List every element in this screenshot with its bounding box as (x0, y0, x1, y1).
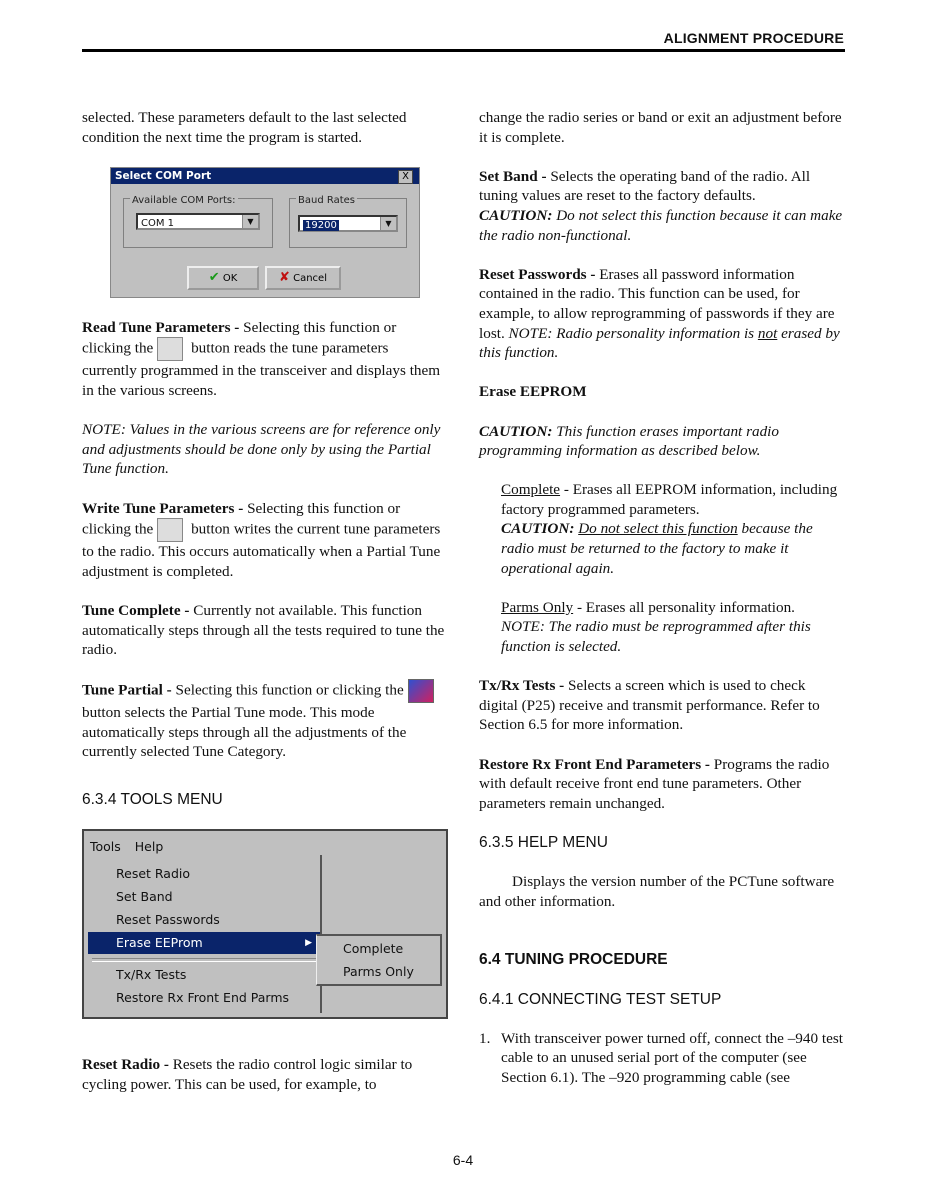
read-tune-text-a: Selecting this function or clicking the (82, 318, 397, 357)
menu-item-reset-radio[interactable]: Reset Radio (116, 866, 191, 882)
complete-caution-underlined: Do not select this function (578, 520, 738, 538)
header-title: ALIGNMENT PROCEDURE (663, 30, 844, 46)
baud-rates-group (289, 194, 407, 248)
menu-item-set-band[interactable]: Set Band (116, 889, 173, 905)
chevron-down-icon[interactable]: ▼ (242, 215, 258, 228)
step-number: 1. (479, 1029, 491, 1047)
right-column (479, 108, 845, 1088)
checkmark-icon: ✔ (208, 269, 220, 285)
paragraph: selected. These parameters default to the last selected condition the next time the program is started. (82, 109, 407, 146)
complete-caution-text: because the radio must be returned to the factory to make it operational again. (501, 520, 813, 577)
close-icon[interactable]: X (398, 170, 413, 184)
baud-rate-value: 19200 (305, 219, 337, 231)
reset-passwords-paragraph (479, 265, 845, 363)
read-tune-title: Read Tune Parameters - (82, 318, 240, 336)
tune-partial-text-a: Selecting this function or clicking the (171, 681, 404, 699)
reset-passwords-note-b: erased by this function. (479, 324, 840, 362)
menu-tools[interactable]: Tools (90, 839, 121, 855)
tools-menu-heading: 6.3.4 TOOLS MENU (82, 791, 223, 809)
txrx-paragraph (479, 676, 845, 735)
tune-complete-title: Tune Complete - (82, 601, 190, 619)
paragraph: change the radio series or band or exit an adjustment before it is complete. (479, 109, 842, 146)
caution-label: CAUTION: (479, 206, 553, 224)
read-tune-text-b: button reads the tune parameters currently programmed in the transceiver and displays them in the various screens. (82, 339, 441, 399)
help-paragraph: Displays the version number of the PCTune software and other information. (479, 873, 835, 910)
tools-dropdown (88, 855, 322, 1013)
tune-partial-text-b: button selects the Partial Tune mode. This mode automatically steps through all the adjustments of the currently selected Tune Category. (82, 704, 407, 761)
step-1 (479, 1029, 845, 1088)
tuning-procedure-heading: 6.4 TUNING PROCEDURE (479, 951, 668, 969)
menu-item-txrx-tests[interactable]: Tx/Rx Tests (116, 967, 187, 983)
com-port-select[interactable] (136, 213, 260, 230)
menu-item-erase-eeprom[interactable] (88, 932, 320, 954)
menu-item-restore-rx[interactable]: Restore Rx Front End Parms (116, 990, 290, 1006)
cancel-button[interactable] (265, 266, 341, 290)
help-menu-heading: 6.3.5 HELP MENU (479, 833, 608, 851)
submenu-item-parms-only[interactable]: Parms Only (343, 964, 414, 980)
reset-passwords-title: Reset Passwords - (479, 265, 596, 283)
parms-only-paragraph (501, 598, 845, 657)
parms-only-label: Parms Only (501, 598, 574, 616)
reset-passwords-text: Erases all password information contained in the radio. This function can be used, for example, to allow reprogramming of passwords if they are lost. (479, 265, 835, 342)
complete-paragraph (501, 480, 845, 578)
parms-only-text: - Erases all personality information. (573, 598, 795, 616)
tune-partial-title: Tune Partial - (82, 681, 172, 699)
menu-bar (90, 837, 173, 857)
txrx-title: Tx/Rx Tests - (479, 677, 565, 695)
select-com-port-dialog (110, 167, 420, 298)
erase-submenu (316, 934, 442, 986)
restore-title: Restore Rx Front End Parameters - (479, 755, 710, 773)
write-tune-title: Write Tune Parameters - (82, 499, 244, 517)
erase-eeprom-label: Erase EEProm (116, 935, 203, 951)
erase-caution-paragraph (479, 422, 845, 461)
connecting-setup-heading: 6.4.1 CONNECTING TEST SETUP (479, 990, 722, 1008)
tune-complete-text: Currently not available. This function automatically steps through all the tests required to tune the radio. (82, 601, 445, 659)
write-tune-paragraph (82, 499, 445, 582)
tune-partial-icon (408, 679, 434, 703)
com-port-value: COM 1 (141, 217, 175, 229)
reset-radio-title: Reset Radio - (82, 1056, 169, 1074)
chevron-down-icon[interactable]: ▼ (380, 217, 396, 230)
page-number: 6-4 (452, 1152, 474, 1168)
txrx-text: Selects a screen which is used to check digital (P25) receive and transmit performance. Refer to Section 6.5 for more information. (479, 677, 820, 734)
left-column (82, 108, 445, 1114)
header-rule (82, 49, 845, 52)
ok-label: OK (222, 272, 238, 284)
complete-text: - Erases all EEPROM information, including factory programmed parameters. (501, 481, 838, 518)
cancel-label: Cancel (293, 272, 327, 284)
baud-rates-label: Baud Rates (296, 191, 357, 211)
com-ports-label: Available COM Ports: (130, 191, 238, 211)
set-band-paragraph (479, 167, 845, 245)
note-paragraph: NOTE: Values in the various screens are for reference only and adjustments should be done only by using the Partial Tune function. (82, 421, 441, 478)
erase-eeprom-heading: Erase EEPROM (479, 383, 587, 401)
write-tune-text-a: Selecting this function or clicking the (82, 499, 401, 538)
menu-separator (92, 958, 316, 962)
reset-radio-text: Resets the radio control logic similar to cycling power. This can be used, for example, to (82, 1056, 413, 1093)
reset-passwords-note-not: not (757, 324, 778, 342)
complete-label: Complete (501, 481, 561, 499)
step-text: With transceiver power turned off, connect the –940 test cable to an unused serial port of the computer (see Section 6.1). The –920 programming cable (see (501, 1029, 843, 1086)
caution-label: CAUTION: (501, 520, 575, 538)
restore-text: Programs the radio with default receive front end tune parameters. Other parameters remain unchanged. (479, 755, 830, 812)
reset-passwords-note-a: NOTE: Radio personality information is (504, 324, 758, 342)
submenu-item-complete[interactable]: Complete (343, 941, 404, 957)
set-band-caution: Do not select this function because it can make the radio non-functional. (479, 206, 843, 244)
dialog-title: Select COM Port (111, 168, 419, 184)
write-tune-icon (157, 518, 183, 542)
erase-caution-text: This function erases important radio programming information as described below. (479, 422, 779, 460)
parms-only-note: NOTE: The radio must be reprogrammed after this function is selected. (501, 618, 811, 656)
cancel-x-icon: ✘ (279, 269, 290, 285)
tune-complete-paragraph (82, 601, 445, 660)
ok-button[interactable] (187, 266, 259, 290)
chevron-right-icon: ▶ (305, 938, 312, 949)
menu-help[interactable]: Help (134, 839, 164, 855)
set-band-title: Set Band - (479, 167, 547, 185)
set-band-text: Selects the operating band of the radio. All tuning values are reset to the factory defaults. (479, 167, 811, 205)
caution-label: CAUTION: (479, 422, 553, 440)
menu-item-reset-passwords[interactable]: Reset Passwords (116, 912, 220, 928)
read-tune-paragraph (82, 318, 445, 401)
write-tune-text-b: button writes the current tune parameters to the radio. This occurs automatically when a Partial Tune adjustment is completed. (82, 520, 441, 580)
com-ports-group (123, 194, 273, 248)
read-tune-icon (157, 337, 183, 361)
reset-radio-paragraph (82, 1055, 445, 1094)
tune-partial-paragraph (82, 679, 445, 762)
baud-rate-select[interactable] (298, 215, 398, 232)
restore-paragraph (479, 755, 845, 814)
tools-menu-screenshot (82, 829, 448, 1019)
